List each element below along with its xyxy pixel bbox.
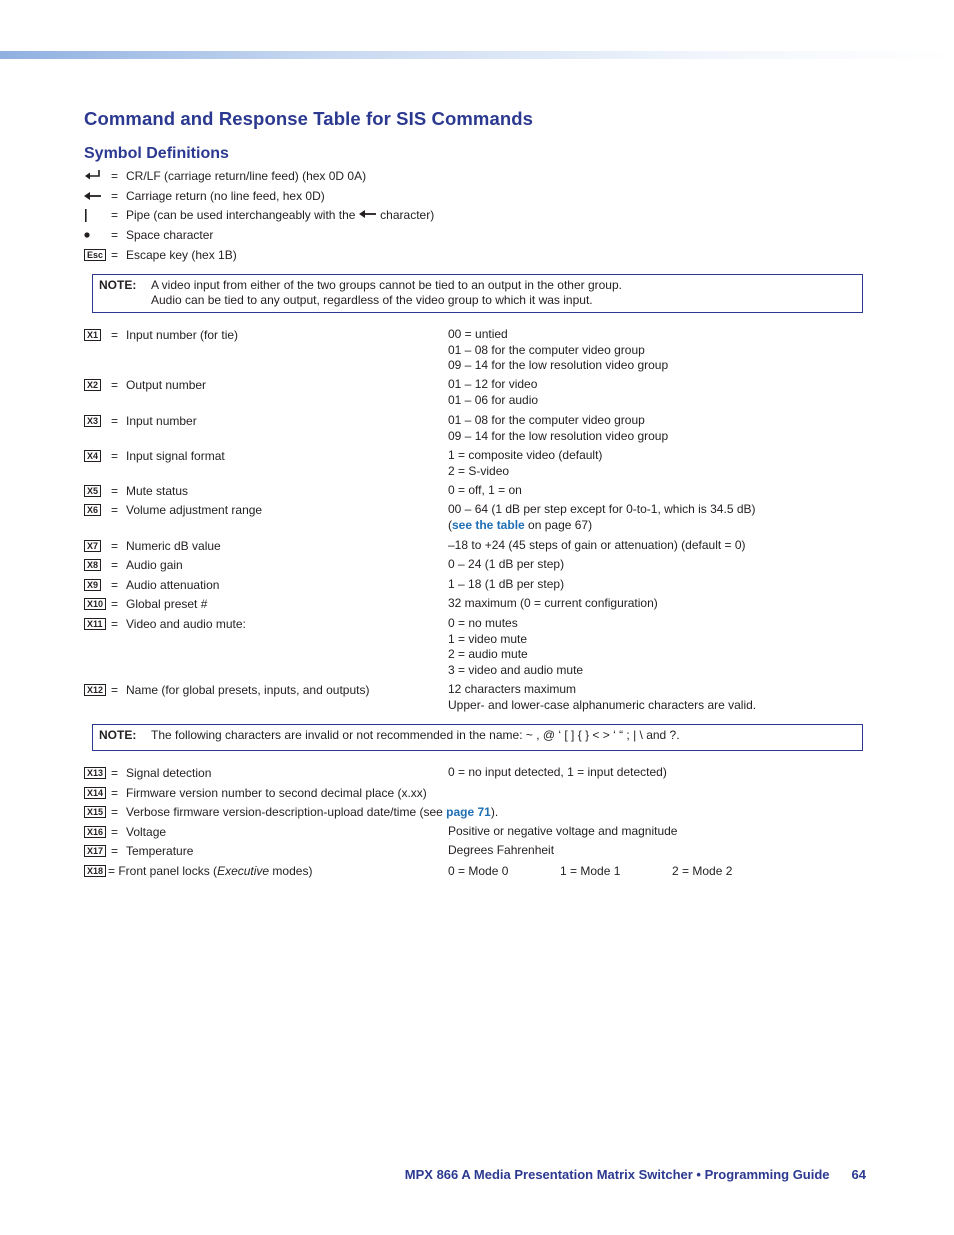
symbol-desc: Escape key (hex 1B) (126, 248, 237, 262)
value-line: 0 = no input detected, 1 = input detected) (448, 765, 667, 779)
symbol-desc: Pipe (can be used interchangeably with the (126, 208, 356, 222)
equals: = (111, 578, 119, 592)
var-desc: Volume adjustment range (126, 503, 263, 517)
equals: = (111, 683, 119, 697)
var-values (448, 557, 564, 573)
var-row-x16 (0, 824, 954, 840)
crlf-arrow-icon (84, 169, 102, 181)
pipe-icon (84, 209, 88, 222)
mode-0-value: 0 = Mode 0 (448, 864, 509, 878)
x3-variable-icon: X3 (84, 415, 101, 427)
footer-title: MPX 866 A Media Presentation Matrix Switcher • Programming Guide (404, 1167, 830, 1182)
mode-1-value: 1 = Mode 1 (560, 864, 621, 878)
x17-variable-icon: X17 (84, 845, 106, 857)
left-arrow-icon (359, 209, 377, 219)
var-row-x4 (0, 448, 954, 478)
see-the-table-link[interactable]: see the table (452, 517, 525, 532)
desc-text: = Front panel locks ( (108, 864, 218, 878)
symbol-row-crlf (0, 168, 954, 184)
value-line: 32 maximum (0 = current configuration) (448, 596, 658, 610)
var-row-x9 (0, 577, 954, 593)
note-box (92, 274, 863, 313)
var-values (448, 765, 667, 781)
x15-variable-icon: X15 (84, 806, 106, 818)
symbol-row-esc (0, 247, 954, 263)
var-row-x8 (0, 557, 954, 573)
equals: = (111, 208, 119, 222)
var-values (448, 448, 602, 479)
var-desc: Firmware version number to second decimal place (x.xx) (126, 786, 427, 800)
var-row-x3 (0, 413, 954, 443)
equals: = (111, 766, 119, 780)
x14-variable-icon: X14 (84, 787, 106, 799)
equals: = (111, 617, 119, 631)
page-number: 64 (851, 1167, 866, 1182)
var-row-x17 (0, 843, 954, 859)
x16-variable-icon: X16 (84, 826, 106, 838)
x9-variable-icon: X9 (84, 579, 101, 591)
equals: = (111, 169, 119, 183)
desc-emphasis: Executive (217, 864, 270, 878)
var-row-x14 (0, 785, 954, 801)
value-line: 0 = no mutes (448, 616, 518, 630)
equals: = (111, 414, 119, 428)
value-line: 0 = off, 1 = on (448, 483, 522, 497)
var-values (448, 824, 677, 840)
var-row-x13 (0, 765, 954, 781)
note-label: NOTE: (99, 728, 137, 742)
symbol-desc: Carriage return (no line feed, hex 0D) (126, 189, 325, 203)
var-desc: Name (for global presets, inputs, and outputs) (126, 683, 370, 697)
equals: = (111, 189, 119, 203)
var-row-x12 (0, 682, 954, 712)
var-desc: Global preset # (126, 597, 208, 611)
var-desc: Temperature (126, 844, 194, 858)
equals: = (111, 597, 119, 611)
value-line: 01 – 08 for the computer video group (448, 342, 645, 357)
x12-variable-icon: X12 (84, 684, 106, 696)
value-line: 01 – 08 for the computer video group (448, 413, 645, 427)
symbol-row-cr (0, 188, 954, 204)
var-row-x6 (0, 502, 954, 532)
equals: = (111, 328, 119, 342)
symbol-desc: character) (380, 208, 435, 222)
x1-variable-icon: X1 (84, 329, 101, 341)
value-line: 2 = S-video (448, 463, 510, 478)
value-line: 1 – 18 (1 dB per step) (448, 577, 565, 591)
value-line: 0 – 24 (1 dB per step) (448, 557, 565, 571)
x8-variable-icon: X8 (84, 559, 101, 571)
equals: = (111, 484, 119, 498)
var-row-x1 (0, 327, 954, 373)
value-line: 00 = untied (448, 327, 508, 341)
note-text: Audio can be tied to any output, regardless of the video group to which it was input. (151, 293, 593, 307)
value-text: on page 67) (524, 517, 593, 532)
note-text: A video input from either of the two groups cannot be tied to an output in the other group. (151, 278, 622, 292)
note-box (92, 724, 863, 751)
var-row-x2 (0, 377, 954, 407)
var-row-x5 (0, 483, 954, 499)
var-desc: Input number (126, 414, 197, 428)
equals: = (111, 825, 119, 839)
value-line: 12 characters maximum (448, 682, 577, 696)
symbol-desc: Space character (126, 228, 214, 242)
esc-key-icon: Esc (84, 249, 106, 261)
equals: = (111, 449, 119, 463)
var-values (448, 327, 668, 374)
symbol-desc: CR/LF (carriage return/line feed) (hex 0D 0A) (126, 169, 367, 183)
var-values (448, 682, 756, 713)
var-desc (126, 804, 498, 820)
var-desc: Audio gain (126, 558, 183, 572)
value-line: 01 – 06 for audio (448, 392, 539, 407)
left-arrow-icon (84, 191, 102, 201)
var-desc: Input signal format (126, 449, 225, 463)
desc-text: ). (490, 805, 499, 819)
equals: = (111, 539, 119, 553)
x5-variable-icon: X5 (84, 485, 101, 497)
x11-variable-icon: X11 (84, 618, 106, 630)
value-line: –18 to +24 (45 steps of gain or attenuation) (default = 0) (448, 538, 746, 552)
value-line: Positive or negative voltage and magnitude (448, 824, 678, 838)
value-line: 01 – 12 for video (448, 377, 538, 391)
page-title: Command and Response Table for SIS Commands (84, 108, 534, 129)
value-line: 09 – 14 for the low resolution video group (448, 358, 669, 373)
var-desc: Signal detection (126, 766, 212, 780)
value-line: 2 = audio mute (448, 647, 528, 662)
var-desc: Output number (126, 378, 207, 392)
var-values (448, 413, 668, 444)
equals: = (111, 805, 119, 819)
section-title: Symbol Definitions (84, 145, 229, 162)
equals: = (111, 228, 119, 242)
symbol-row-pipe (0, 207, 954, 223)
page-footer (405, 1167, 866, 1182)
value-line: Upper- and lower-case alphanumeric characters are valid. (448, 697, 757, 712)
value-text: ( (448, 517, 452, 532)
var-values (448, 596, 658, 612)
var-values (448, 843, 554, 859)
var-values (448, 483, 522, 499)
var-desc: Numeric dB value (126, 539, 221, 553)
x6-variable-icon: X6 (84, 504, 101, 516)
var-desc: Input number (for tie) (126, 328, 239, 342)
var-row-x18 (0, 863, 954, 879)
equals: = (111, 248, 119, 262)
equals: = (111, 558, 119, 572)
var-values (448, 577, 564, 593)
equals: = (111, 786, 119, 800)
var-row-x10 (0, 596, 954, 612)
equals: = (111, 378, 119, 392)
symbol-desc-pipe (126, 207, 434, 223)
var-desc: Audio attenuation (126, 578, 220, 592)
var-desc: Voltage (126, 825, 167, 839)
desc-text: Verbose firmware version-description-upload date/time (see (126, 805, 447, 819)
bullet-icon (84, 232, 90, 238)
var-values (448, 502, 756, 533)
mode-2-value: 2 = Mode 2 (672, 864, 733, 878)
var-row-x15 (0, 804, 954, 820)
header-gradient-bar (0, 51, 954, 59)
var-values (448, 538, 746, 554)
value-line (448, 518, 756, 534)
symbol-row-space (0, 227, 954, 243)
x18-variable-icon: X18 (84, 865, 106, 877)
equals: = (111, 503, 119, 517)
value-line: 1 = composite video (default) (448, 448, 603, 462)
x2-variable-icon: X2 (84, 379, 101, 391)
equals: = (111, 844, 119, 858)
var-values (448, 616, 583, 679)
x13-variable-icon: X13 (84, 767, 106, 779)
x4-variable-icon: X4 (84, 450, 101, 462)
note-label: NOTE: (99, 278, 137, 292)
var-desc: Mute status (126, 484, 189, 498)
x7-variable-icon: X7 (84, 540, 101, 552)
value-line: 00 – 64 (1 dB per step except for 0-to-1, which is 34.5 dB) (448, 502, 756, 516)
note-text: The following characters are invalid or not recommended in the name: ~ , @ ‘ [ ] { } < > ‘ “ ; | \ and ?. (151, 728, 680, 742)
var-row-x11 (0, 616, 954, 678)
value-line: 09 – 14 for the low resolution video group (448, 428, 669, 443)
x10-variable-icon: X10 (84, 598, 106, 610)
var-values (448, 377, 538, 408)
page-71-link[interactable]: page 71 (446, 805, 491, 819)
value-line: 3 = video and audio mute (448, 663, 584, 678)
value-line: Degrees Fahrenheit (448, 843, 555, 857)
var-desc (108, 863, 312, 879)
value-line: 1 = video mute (448, 631, 528, 646)
desc-text: modes) (269, 864, 313, 878)
var-row-x7 (0, 538, 954, 554)
var-desc: Video and audio mute: (126, 617, 246, 631)
